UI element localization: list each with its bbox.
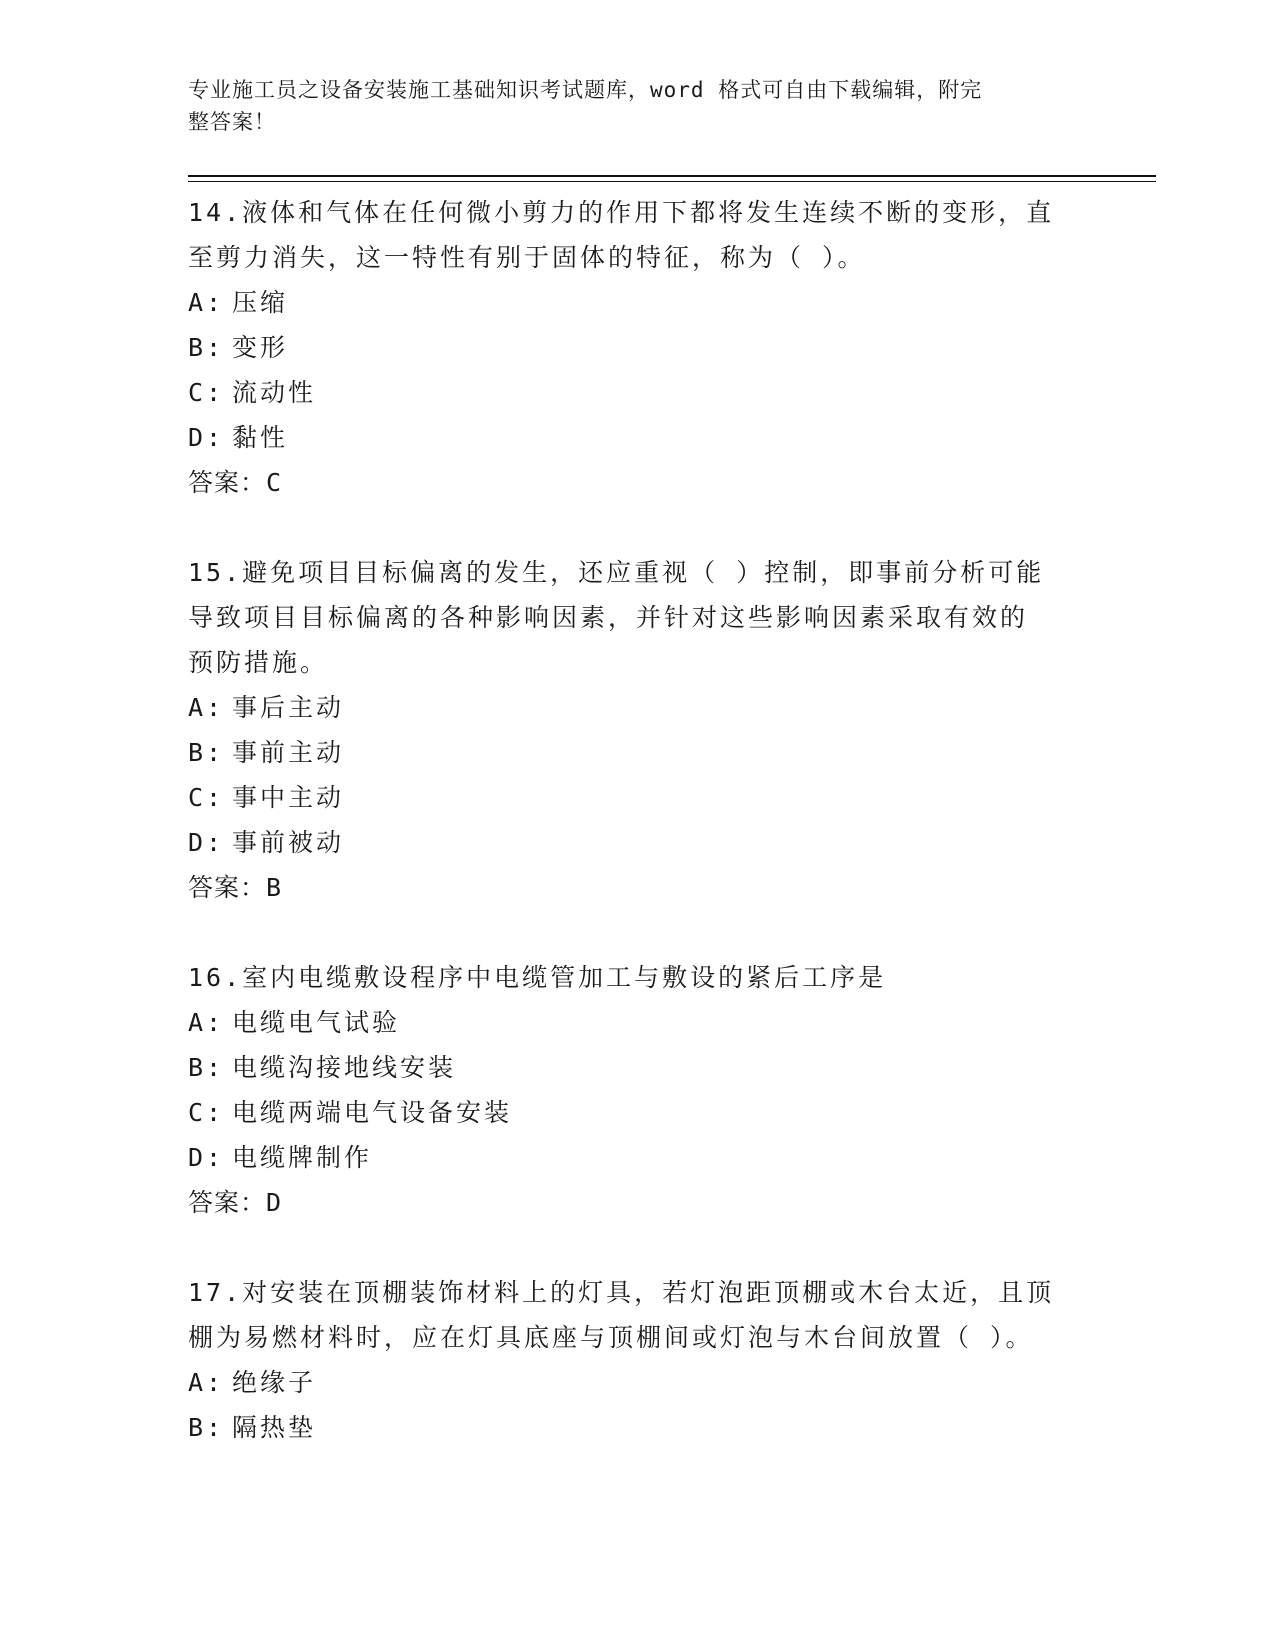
option-letter: A: [188,1368,225,1397]
option-text: 压缩 [232,288,289,317]
question-stem-line: 16.室内电缆敷设程序中电缆管加工与敷设的紧后工序是 [188,963,887,992]
option-letter: D: [188,1143,225,1172]
option-text: 流动性 [232,378,317,407]
option-letter: A: [188,1008,225,1037]
option-a [188,685,1088,730]
option-d [188,820,1088,865]
option-letter: C: [188,378,225,407]
option-text: 电缆沟接地线安装 [232,1053,457,1082]
option-letter: B: [188,1413,225,1442]
option-b [188,325,1088,370]
header-divider-bottom [188,181,1156,182]
header-title-line-1: 专业施工员之设备安装施工基础知识考试题库，word 格式可自由下载编辑，附完 [188,78,983,102]
option-a [188,1000,1088,1045]
option-text: 隔热垫 [232,1413,317,1442]
question-stem-line: 17.对安装在顶棚装饰材料上的灯具，若灯泡距顶棚或木台太近，且顶 [188,1278,1055,1307]
question-stem-line: 15.避免项目目标偏离的发生，还应重视（ ）控制，即事前分析可能 [188,558,1045,587]
question-15 [188,550,1088,910]
answer-line [188,1180,1088,1225]
answer-value: C [266,468,285,497]
option-b [188,1405,1088,1450]
option-b [188,1045,1088,1090]
option-text: 绝缘子 [232,1368,317,1397]
option-text: 电缆两端电气设备安装 [232,1098,513,1127]
answer-label: 答案： [188,468,267,497]
option-letter: A: [188,693,225,722]
option-letter: C: [188,1098,225,1127]
document-header [188,74,1068,138]
option-text: 电缆牌制作 [232,1143,373,1172]
option-text: 变形 [232,333,289,362]
option-letter: D: [188,828,225,857]
option-b [188,730,1088,775]
question-list [188,190,1088,1495]
option-d [188,415,1088,460]
question-stem-line: 预防措施。 [188,648,329,677]
option-c [188,775,1088,820]
option-letter: B: [188,333,225,362]
option-text: 事后主动 [232,693,345,722]
question-17 [188,1270,1088,1450]
question-14 [188,190,1088,505]
option-letter: C: [188,783,225,812]
option-text: 事中主动 [232,783,345,812]
answer-label: 答案： [188,873,267,902]
option-text: 黏性 [232,423,289,452]
question-stem-line: 棚为易燃材料时，应在灯具底座与顶棚间或灯泡与木台间放置（ ）。 [188,1323,1034,1352]
option-letter: B: [188,738,225,767]
option-letter: D: [188,423,225,452]
option-a [188,280,1088,325]
answer-line [188,865,1088,910]
question-stem-line: 至剪力消失，这一特性有别于固体的特征，称为（ ）。 [188,243,866,272]
header-divider-top [188,175,1156,177]
question-stem-line: 导致项目目标偏离的各种影响因素，并针对这些影响因素采取有效的 [188,603,1029,632]
option-c [188,1090,1088,1135]
option-text: 事前主动 [232,738,345,767]
option-text: 事前被动 [232,828,345,857]
header-title-line-2: 整答案！ [188,110,276,134]
option-c [188,370,1088,415]
option-d [188,1135,1088,1180]
answer-line [188,460,1088,505]
option-a [188,1360,1088,1405]
answer-value: D [266,1188,285,1217]
option-text: 电缆电气试验 [232,1008,401,1037]
answer-label: 答案： [188,1188,267,1217]
answer-value: B [266,873,285,902]
option-letter: A: [188,288,225,317]
option-letter: B: [188,1053,225,1082]
question-16 [188,955,1088,1225]
question-stem-line: 14.液体和气体在任何微小剪力的作用下都将发生连续不断的变形，直 [188,198,1055,227]
